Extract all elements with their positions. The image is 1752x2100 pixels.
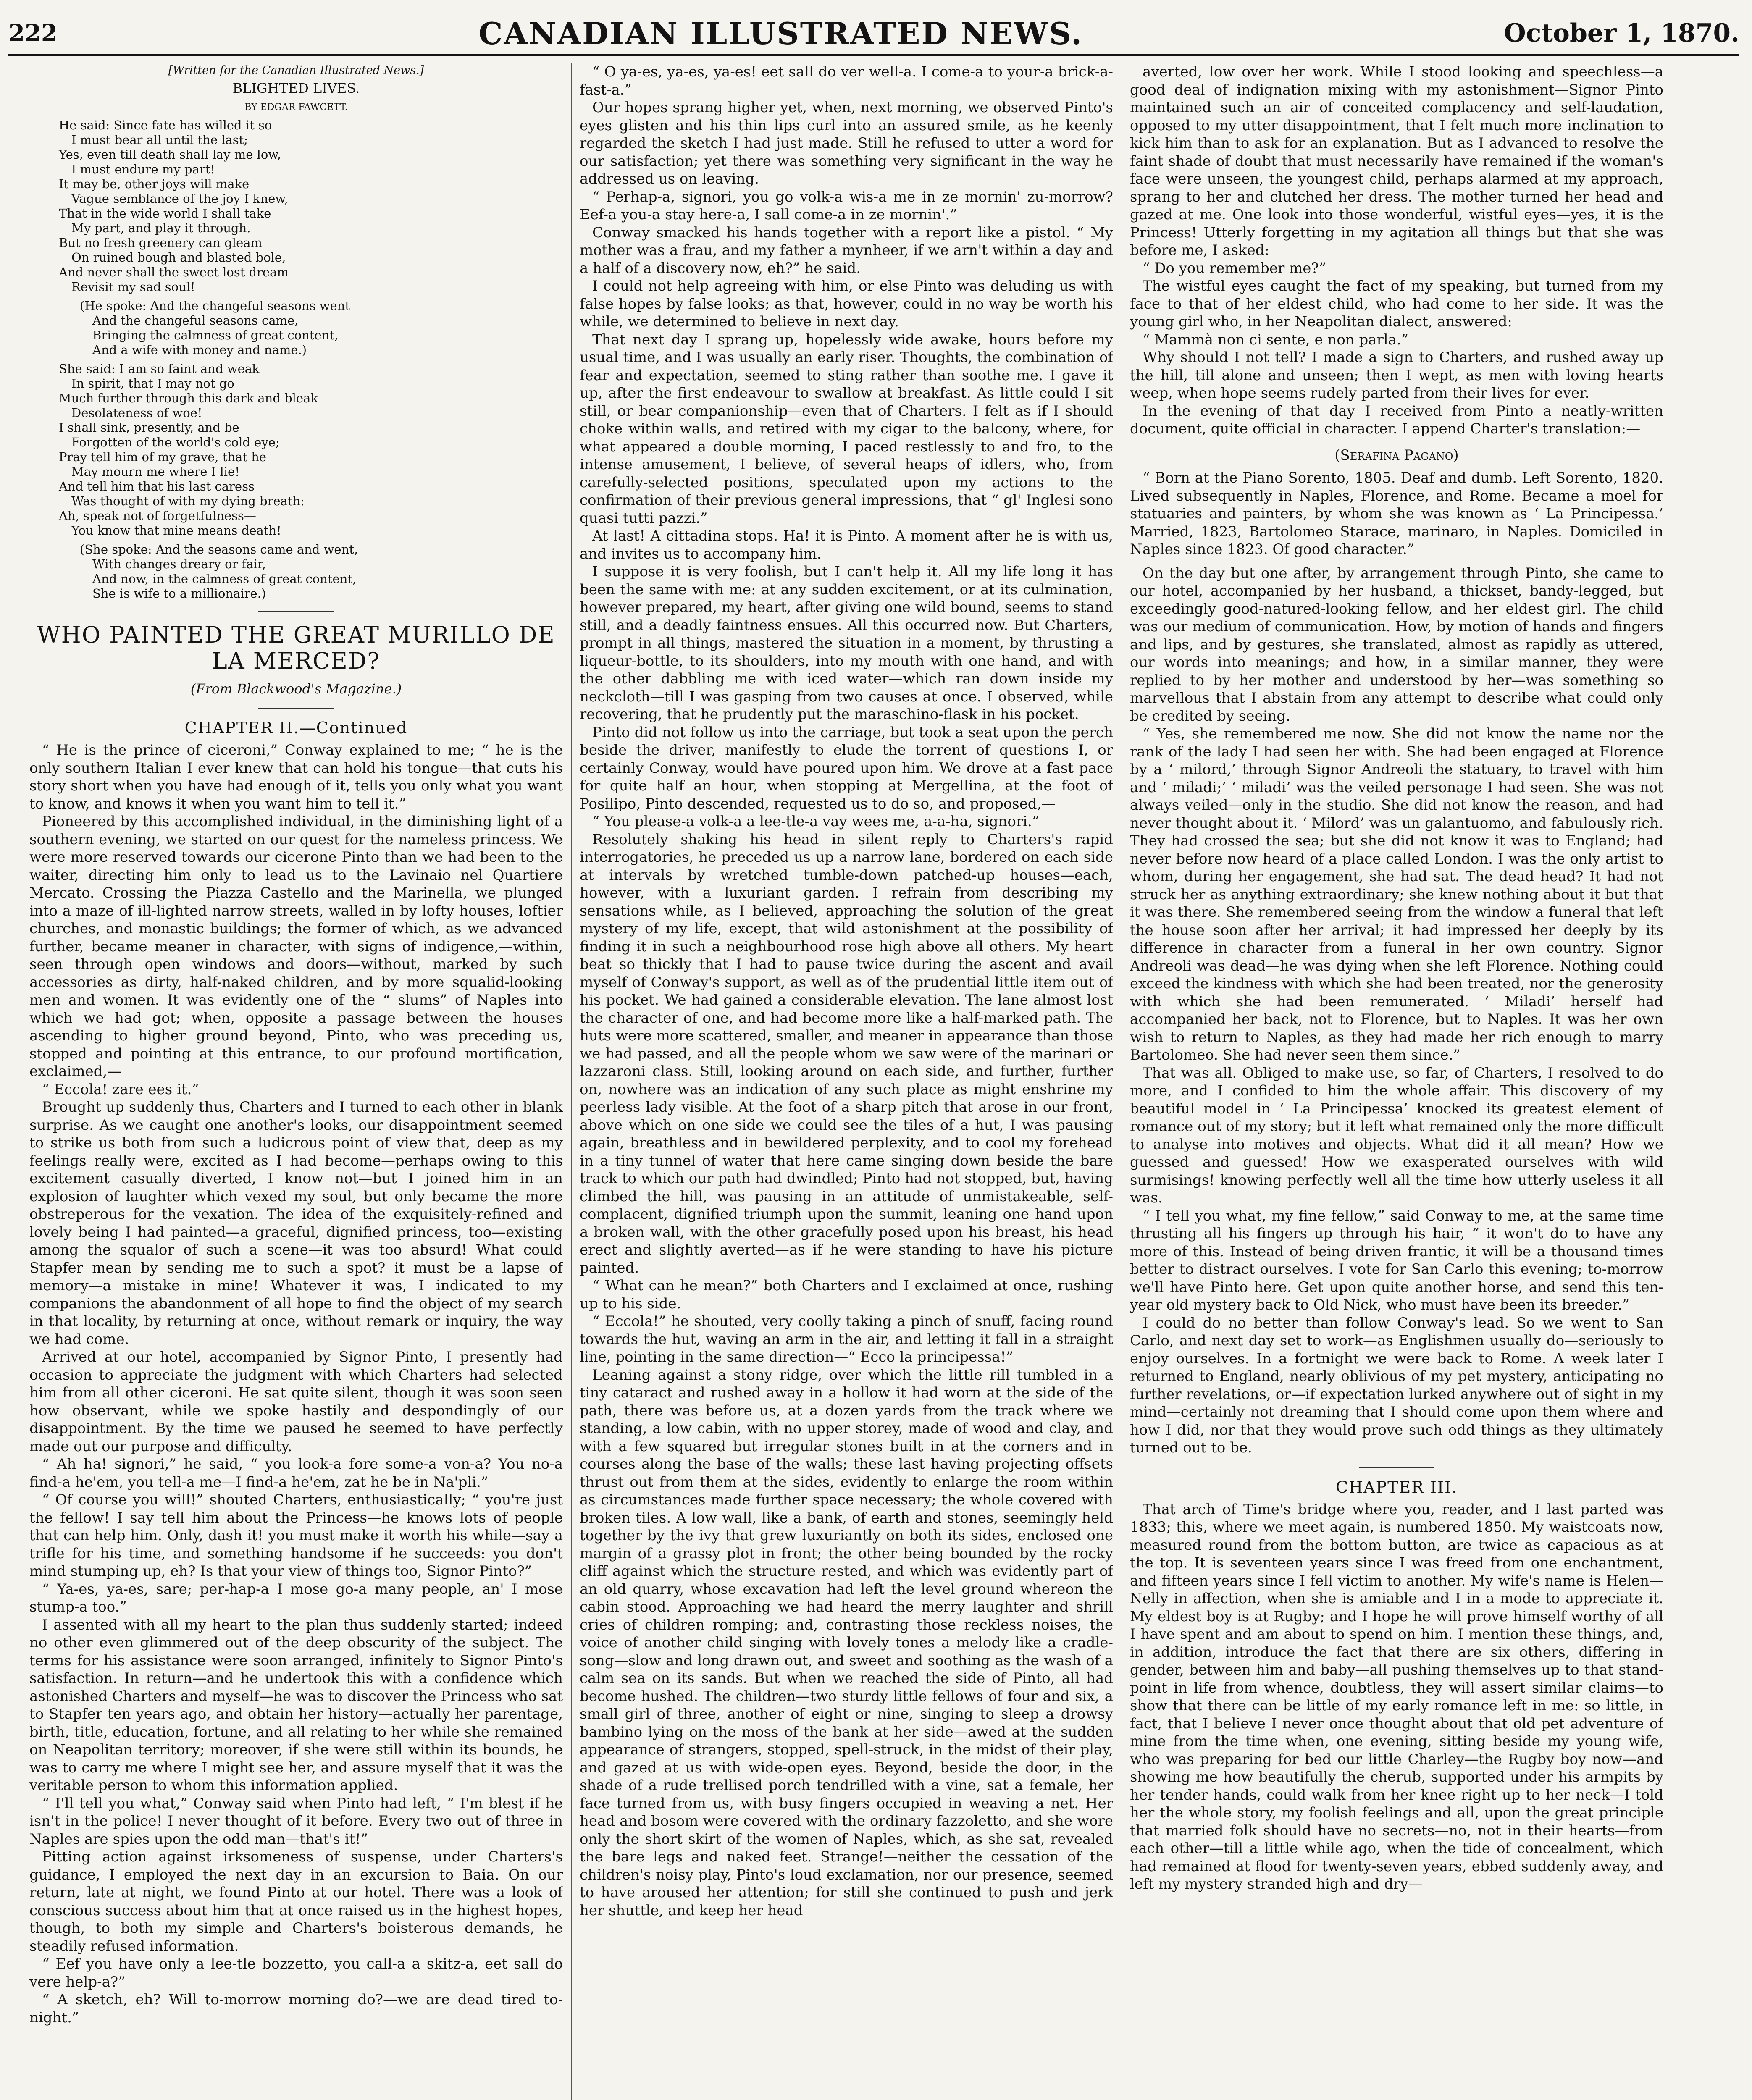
poem-line: (He spoke: And the changeful seasons went xyxy=(80,298,350,313)
masthead xyxy=(8,17,1739,50)
poem-line: Was thought of with my dying breath: xyxy=(71,494,305,508)
column-3 xyxy=(1130,63,1663,2100)
paragraph: Pioneered by this accomplished individual, in the diminishing light of a southern evening, we started on our quest for the nameless princess. We were more reserved towards our cicerone Pinto than we had been to the waiter, directing him only to lead us to the Lavinaio nel Quartiere Mercato. Crossing the Piazza Castello and the Marinella, we plunged into a maze of ill-lighted narrow streets, walled in by lofty houses, loftier churches, and monastic buildings; the former of which, as we advanced further, became meaner in character, with signs of indigence,—within, seen through open windows and doors—without, marked by such accessories as dirty, half-naked children, and by more squalid-looking men and women. It was evidently one of the “ slums” of Naples into which we had got; when, opposite a passage between the houses ascending to higher ground beyond, Pinto, who was preceding us, stopped and pointing at this entrance, to our profound mortification, exclaimed,— xyxy=(29,813,563,1080)
poem-line: With changes dreary or fair, xyxy=(92,556,266,571)
document-title: (Serafina Pagano) xyxy=(1334,446,1459,464)
article-source: (From Blackwood's Magazine.) xyxy=(190,680,402,697)
poem-line: (She spoke: And the seasons came and went, xyxy=(80,542,358,556)
paragraph: “ Ya-es, ya-es, sare; per-hap-a I mose go-a many people, an' I mose stump-a too.” xyxy=(29,1580,563,1615)
paragraph: averted, low over her work. While I stood looking and speechless—a good deal of indignation mixing with my astonishment—Signor Pinto maintained such an air of conceited complacency and self-laudation, opposed to my utter disappointment, that I felt much more inclination to kick him than to ask for an explanation. But as I advanced to resolve the faint shade of doubt that must necessarily have remained if the woman's face were unseen, the youngest child, perhaps alarmed at my approach, sprang to her and clutched her dress. The mother turned her head and gazed at me. One look into those wonderful, wistful eyes—yes, it is the Princess! Utterly forgetting in my agitation all things but that she was before me, I asked: xyxy=(1130,63,1663,259)
paragraph: Resolutely shaking his head in silent reply to Charters's rapid interrogatories, he preceded us up a narrow lane, bordered on each side at intervals by wretched tumble-down patched-up houses—each, however, with a luxuriant garden. I refrain from describing my sensations while, as I believed, approaching the solution of the great mystery of my life, except, that wild astonishment at the possibility of finding it in such a neighbourhood rose high above all others. My heart beat so thickly that I had to pause twice during the ascent and avail myself of Conway's support, as well as of the prudential little item out of his pocket. We had gained a considerable elevation. The lane almost lost the character of one, and had become more like a half-marked path. The huts were more scattered, smaller, and meaner in appearance than those we had passed, and all the people whom we saw were of the marinari or lazzaroni class. Still, looking around on each side, and further, further on, nowhere was an indication of any such place as might enshrine my peerless lady visible. At the foot of a sharp pitch that arose in our front, above which on one side we could see the tiles of a hut, I was pausing again, breathless and in bewildered perplexity, and to cool my forehead in a tiny tunnel of water that here came singing down beside the bare track to which our path had dwindled; Pinto had not stopped, but, having climbed the hill, was pausing in an attitude of unmistakeable, self-complacent, dignified triumph upon the summit, leaning one hand upon a broken wall, with the other gracefully posed upon his breast, his head erect and slightly averted—as if he were standing to have his picture painted. xyxy=(580,831,1113,1276)
paragraph: “ Do you remember me?” xyxy=(1143,260,1326,277)
poem-line: I must endure my part! xyxy=(71,162,215,176)
masthead-rule xyxy=(8,54,1739,56)
poem-line: That in the wide world I shall take xyxy=(59,206,271,220)
paragraph: “ A sketch, eh? Will to-morrow morning do?—we are dead tired to-night.” xyxy=(29,1991,563,2026)
poem-line: Forgotten of the world's cold eye; xyxy=(71,435,280,449)
poem-byline: BY EDGAR FAWCETT. xyxy=(244,102,348,113)
poem-line: But no fresh greenery can gleam xyxy=(59,235,263,250)
poem-line: And now, in the calmness of great content, xyxy=(92,571,357,586)
paragraph: “ Eccola!” he shouted, very coolly taking a pinch of snuff, facing round towards the hut, waving an arm in the air, and letting it fall in a straight line, pointing in the same direction—“ Ecco la principessa!” xyxy=(580,1313,1113,1365)
poem-line: May mourn me where I lie! xyxy=(71,464,240,479)
paragraph: “ You please-a volk-a a lee-tle-a vay wees me, a-a-ha, signori.” xyxy=(592,813,1040,830)
column-3-body xyxy=(1130,63,1663,438)
poem-line: Revisit my sad soul! xyxy=(71,279,195,294)
issue-date: October 1, 1870. xyxy=(1504,18,1739,48)
column-1-body xyxy=(29,741,563,2026)
paragraph: I assented with all my heart to the plan thus suddenly started; indeed no other even glimmered out of the deep obscurity of the subject. The terms for his assistance were soon arranged, infinitely to Signor Pinto's satisfaction. In return—and he undertook this with a confidence which astonished Charters and myself—he was to discover the Princess who sat to Stapfer ten years ago, and obtain her history—actually her parentage, birth, title, education, fortune, and all relating to her while she remained on Neapolitan territory; moreover, if she were still within its bounds, he was to carry me where I might see her, and assure myself that it was the veritable person to whom this information applied. xyxy=(29,1616,563,1794)
paragraph: “ Mammà non ci sente, e non parla.” xyxy=(1143,331,1409,348)
page-number: 222 xyxy=(8,19,58,47)
paragraph: “ Eccola! zare ees it.” xyxy=(42,1081,199,1098)
poem-line: My part, and play it through. xyxy=(71,220,251,235)
poem-line: You know that mine means death! xyxy=(71,523,281,538)
poem-line: On ruined bough and blasted bole, xyxy=(71,250,286,265)
poem-aside-2 xyxy=(29,542,563,601)
poem-line: Ah, speak not of forgetfulness— xyxy=(59,508,256,523)
paragraph: I suppose it is very foolish, but I can't help it. All my life long it has been the same with me: at any sudden excitement, or at its culmination, however prepared, my heart, after giving one wild bound, seems to stand still, and a deadly faintness ensues. All this occurred now. But Charters, prompt in all things, mastered the situation in a moment, by thrusting a liqueur-bottle, to its shoulders, into my mouth with one hand, and with the other dabbling me with iced water—which ran down inside my neckcloth—till I was gasping from two causes at once. I observed, while recovering, that he prudently put the maraschino-flask in his pocket. xyxy=(580,563,1113,723)
poem-line: She said: I am so faint and weak xyxy=(59,361,260,376)
paragraph: Conway smacked his hands together with a report like a pistol. “ My mother was a frau, and my father a mynheer, if we arn't within a day and a half of a discovery now, eh?” he said. xyxy=(580,224,1113,277)
poem-line: Yes, even till death shall lay me low, xyxy=(59,147,281,162)
column-divider xyxy=(571,63,572,2100)
chapter-heading: CHAPTER II.—Continued xyxy=(184,719,408,737)
poem-line: Vague semblance of the joy I knew, xyxy=(71,191,289,206)
publication-title: CANADIAN ILLUSTRATED NEWS. xyxy=(478,15,1083,51)
paragraph: Brought up suddenly thus, Charters and I turned to each other in blank surprise. As we caught one another's looks, our disappointment seemed to strike us both from such a ludicrous point of view that, deep as my feelings really were, excited as I had become—perhaps owing to this excitement casually diverted, I know not—but I joined him in an explosion of laughter which vexed my soul, but only became the more obstreperous for the vexation. The idea of the exquisitely-refined and lovely being I had painted—a graceful, dignified princess, too—existing among the squalor of such a scene—it was too absurd! What could Stapfer mean by sending me to such a spot? it must be a lapse of memory—a mistake in mine! Whatever it was, I indicated to my companions the abandonment of all hope to find the object of my search in that locality, by returning at once, without remark or inquiry, the way we had come. xyxy=(29,1099,563,1348)
paragraph: “ He is the prince of ciceroni,” Conway explained to me; “ he is the only southern Italian I ever knew that can hold his tongue—that cuts his story short when you have had enough of it, tells you only what you want to know, and knows it when you want him to tell it.” xyxy=(29,742,563,812)
paragraph: On the day but one after, by arrangement through Pinto, she came to our hotel, accompanied by her husband, a thickset, bandy-legged, but exceedingly good-natured-looking fellow, and her eldest girl. The child was our medium of communication. How, by motion of hands and fingers and lips, and by gestures, she translated, almost as rapidly as uttered, our words into meanings; and how, in a similar manner, they were replied to by her mother and understood by her—was something so marvellous that I abstain from any attempt to describe what could only be credited by seeing. xyxy=(1130,564,1663,724)
poem-line: And never shall the sweet lost dream xyxy=(59,265,289,279)
paragraph: Arrived at our hotel, accompanied by Signor Pinto, I presently had occasion to appreciate the judgment with which Charters had selected him from all other ciceroni. He sat quite silent, though it was soon seen how observant, while we spoke hastily and despondingly of our disappointment. By the time we paused he seemed to have perfectly made out our purpose and difficulty. xyxy=(29,1349,563,1455)
poem-line: And the changeful seasons came, xyxy=(92,313,299,328)
poem-line: Pray tell him of my grave, that he xyxy=(59,449,267,464)
paragraph: “ I'll tell you what,” Conway said when Pinto had left, “ I'm blest if he isn't in the police! I never thought of it before. Every two out of three in Naples are spies upon the odd man—that's it!” xyxy=(29,1795,563,1848)
article-title: WHO PAINTED THE GREAT MURILLO DE LA MERCED? xyxy=(37,621,555,674)
poem-title: BLIGHTED LIVES. xyxy=(232,80,360,96)
separator xyxy=(258,708,334,709)
poem-line: And tell him that his last caress xyxy=(59,479,255,494)
document-body: “ Born at the Piano Sorento, 1805. Deaf and dumb. Left Sorento, 1820. Lived subsequently in Naples, Florence, and Rome. Became a moel for statuaries and painters, by whom she was known as ‘ La Principessa.’ Married, 1823, Bartolomeo Starace, marinaro, in Naples. Domiciled in Naples since 1823. Of good character.” xyxy=(1130,470,1663,558)
column-3-continued xyxy=(1130,564,1663,1457)
separator xyxy=(1359,1467,1434,1468)
poem-line: And a wife with money and name.) xyxy=(92,342,307,357)
poem-line: Bringing the calmness of great content, xyxy=(92,328,339,342)
column-2-body xyxy=(580,63,1113,1919)
poem-line: In spirit, that I may not go xyxy=(71,376,234,391)
paragraph: That was all. Obliged to make use, so far, of Charters, I resolved to do more, and I confided to him the whole affair. This discovery of my beautiful model in ‘ La Principessa’ knocked its greatest element of romance out of my story; but it left what remained only the more difficult to analyse into motives and objects. What did it all mean? How we guessed and guessed! How we exasperated ourselves with wild surmisings! knowing perfectly well all the time how utterly useless it all was. xyxy=(1130,1064,1663,1206)
poem-line: She is wife to a millionaire.) xyxy=(92,586,266,601)
poem-line: It may be, other joys will make xyxy=(59,176,250,191)
poem-line: I must bear all until the last; xyxy=(71,132,248,147)
paragraph: Pinto did not follow us into the carriage, but took a seat upon the perch beside the driver, manifestly to elude the torrent of questions I, or certainly Conway, would have poured upon him. We drove at a fast pace for quite half an hour, when stopping at Mergellina, at the foot of Posilipo, Pinto descended, requested us to do so, and proposed,— xyxy=(580,724,1113,812)
paragraph: “ I tell you what, my fine fellow,” said Conway to me, at the same time thrusting all his fingers up through his hair, “ it won't do to have any more of this. Instead of being driven frantic, it will be a thousand times better to distract ourselves. I vote for San Carlo this evening; to-morrow we'll have Pinto here. Get upon quite another horse, and send this ten-year old mystery back to Old Nick, who must have been its breeder.” xyxy=(1130,1207,1663,1313)
paragraph: In the evening of that day I received from Pinto a neatly-written document, quite official in character. I append Charter's translation:— xyxy=(1130,402,1663,437)
paragraph: “ Of course you will!” shouted Charters, enthusiastically; “ you're just the fellow! I say tell him about the Princess—he knows lots of people that can help him. Only, dash it! you must make it worth his while—say a trifle for his time, and something handsome if he succeeds: you don't mind stumping up, eh? Is that your view of things too, Signor Pinto?” xyxy=(29,1491,563,1580)
poem-line: Desolateness of woe! xyxy=(71,405,202,420)
paragraph: Leaning against a stony ridge, over which the little rill tumbled in a tiny cataract and rushed away in a hollow it had worn at the side of the path, there was before us, at a dozen yards from the track where we standing, a low cabin, with no upper storey, made of wood and clay, and with a few squared but irregular stones built in at the corners and in courses along the base of the walls; these last having projecting offsets thrust out from them at the sides, evidently to enlarge the room within as circumstances made further space necessary; the whole covered with broken tiles. A low wall, like a bank, of earth and stones, seemingly held together by the ivy that grew luxuriantly on both its sides, enclosed one margin of a grassy plot in front; the other being bounded by the rocky cliff against which the structure rested, and which was evidently part of an old quarry, whose excavation had left the level ground whereon the cabin stood. Approaching we had heard the merry laughter and shrill cries of children romping; and, contrasting those reckless noises, the voice of another child singing with lovely tones a melody like a cradle-song—slow and long drawn out, and sweet and soothing as the wash of a calm sea on its sands. But when we reached the side of Pinto, all had become hushed. The children—two sturdy little fellows of four and six, a small girl of three, another of eight or nine, singing to sleep a drowsy bambino lying on the moss of the bank at her side—awed at the sudden appearance of strangers, stopped, spell-struck, in the midst of their play, and gazed at us with wide-open eyes. Beyond, beside the door, in the shade of a rude trellised porch tendrilled with a vine, sat a female, her face turned from us, with busy fingers occupied in weaving a net. Her head and bosom were covered with the ordinary fazzoletto, and she wore only the short skirt of the women of Naples, which, as she sat, revealed the bare legs and naked feet. Strange!—neither the cessation of the children's noisy play, Pinto's loud exclamation, nor our presence, seemed to have aroused her attention; for still she continued to push and jerk her shuttle, and keep her head xyxy=(580,1366,1113,1919)
separator xyxy=(258,611,334,612)
paragraph: “ O ya-es, ya-es, ya-es! eet sall do ver well-a. I come-a to your-a brick-a-fast-a.” xyxy=(580,63,1113,98)
poem-note: [Written for the Canadian Illustrated News.] xyxy=(168,64,424,77)
paragraph: The wistful eyes caught the fact of my speaking, but turned from my face to that of her eldest child, who had come to her side. It was the young girl who, in her Neapolitan dialect, answered: xyxy=(1130,278,1663,330)
column-1 xyxy=(29,63,563,2100)
paragraph: That arch of Time's bridge where you, reader, and I last parted was 1833; this, where we meet again, is numbered 1850. My waistcoats now, measured round from the bottom button, are twice as capacious as at the top. It is seventeen years since I was freed from one enchantment, and fifteen years since I fell victim to another. My wife's name is Helen—Nelly in affection, when she is amiable and I in a mode to appreciate it. My eldest boy is at Rugby; and I hope he will prove himself worthy of all I have spent and am about to spend on him. I mention these things, and, in addition, introduce the fact that there are six others, differing in gender, between him and baby—all pushing themselves up to that stand-point in life from whence, doubtless, they will assert similar claims—to show that there can be little of my early romance left in me: so little, in fact, that I believe I never once thought about that old pet adventure of mine from the time when, one evening, sitting beside my young wife, who was preparing for bed our little Charley—the Rugby boy now—and showing me how beautifully the cherub, supported under his armpits by her tender hands, could walk from her knee right up to her neck—I told her the whole story, my foolish feelings and all, upon the great principle that married folk should have no secrets—no, not in their hearts—from each other—till a little while ago, when the tide of concealment, which had remained at flood for twenty-seven years, ebbed suddenly away, and left my mystery stranded high and dry— xyxy=(1130,1501,1663,1893)
poem-line: I shall sink, presently, and be xyxy=(59,420,239,435)
paragraph: Our hopes sprang higher yet, when, next morning, we observed Pinto's eyes glisten and his thin lips curl into an assured smile, as he keenly regarded the sketch I had just made. Still he refused to utter a word for our satisfaction; yet there was something very significant in the way he addressed us on leaving. xyxy=(580,99,1113,187)
paragraph: Pitting action against irksomeness of suspense, under Charters's guidance, I employed the next day in an excursion to Baia. On our return, late at night, we found Pinto at our hotel. There was a look of conscious success about him that at once raised us in the highest hopes, though, to both my simple and Charters's boisterous demands, he steadily refused information. xyxy=(29,1848,563,1955)
poem-line: He said: Since fate has willed it so xyxy=(59,118,272,132)
paragraph: I could do no better than follow Conway's lead. So we went to San Carlo, and next day set to work—as Englishmen usually do—seriously to enjoy ourselves. In a fortnight we were back to Rome. A week later I returned to England, nearly oblivious of my pet mystery, anticipating no further revelations, or—if expectation lurked anywhere out of sight in my mind—certainly not dreaming that I should come upon them where and how I did, nor that they would prove such odd things as they ultimately turned out to be. xyxy=(1130,1314,1663,1456)
chapter-3-heading: CHAPTER III. xyxy=(1335,1478,1458,1496)
poem-stanza-2 xyxy=(29,362,563,538)
paragraph: “ Perhap-a, signori, you go volk-a wis-a me in ze mornin' zu-morrow? Eef-a you-a stay here-a, I sall come-a in ze mornin'.” xyxy=(580,188,1113,223)
column-3-chapter-3-body xyxy=(1130,1501,1663,1893)
paragraph: “ Eef you have only a lee-tle bozzetto, you call-a a skitz-a, eet sall do vere help-a?” xyxy=(29,1956,563,1990)
paragraph: Why should I not tell? I made a sign to Charters, and rushed away up the hill, till alone and unseen; then I wept, as men with loving hearts weep, when hope seems rudely parted from their lives for ever. xyxy=(1130,349,1663,402)
paragraph: That next day I sprang up, hopelessly wide awake, hours before my usual time, and I was usually an early riser. Thoughts, the combination of fear and expectation, seemed to sting rather than soothe me. I gave it up, after the first endeavour to swallow at breakfast. As little could I sit still, or bear companionship—even that of Charters. I felt as if I should choke within walls, and retired with my cigar to the balcony, where, for what appeared a double morning, I paced restlessly to and fro, to the intense amusement, I believe, of several heaps of idlers, who, from carefully-selected positions, speculated upon my actions to the confirmation of their previous general impressions, that “ gl' Inglesi sono quasi tutti pazzi.” xyxy=(580,331,1113,527)
column-2 xyxy=(580,63,1113,2100)
paragraph: “ What can he mean?” both Charters and I exclaimed at once, rushing up to his side. xyxy=(580,1277,1113,1312)
poem-stanza-1 xyxy=(29,118,563,294)
paragraph: At last! A cittadina stops. Ha! it is Pinto. A moment after he is with us, and invites us to accompany him. xyxy=(580,528,1113,562)
paragraph: “ Ah ha! signori,” he said, “ you look-a fore some-a von-a? You no-a find-a he'em, you tell-a me—I find-a he'em, zat he be in Na'pli.” xyxy=(29,1456,563,1491)
poem-line: Much further through this dark and bleak xyxy=(59,391,318,405)
paragraph: “ Yes, she remembered me now. She did not know the name nor the rank of the lady I had seen her with. She had been engaged at Florence by a ‘ milord,’ through Signor Andreoli the statuary, to travel with him and ‘ miladi;’ ‘ miladi’ was the veiled personage I had seen. She was not always veiled—only in the studio. She did not know the reason, and had never thought about it. ‘ Milord’ was un galantuomo, and fabulously rich. They had crossed the sea; but she did not know it was to England; had never before now heard of a place called London. I was the only artist to whom, during her engagement, she had sat. The dead head? It had not struck her as anything extraordinary; she knew nothing about it but that it was there. She remembered seeing from the window a funeral that left the house soon after her arrival; it had impressed her deeply by its difference in character from a funeral in her own country. Signor Andreoli was dead—he was dying when she left Florence. Nothing could exceed the kindness with which she had been treated, nor the generosity with which she had been remunerated. ‘ Miladi’ herself had accompanied her back, not to Florence, but to Naples. It was her own wish to return to Naples, as they had made her rich enough to marry Bartolomeo. She had never seen them since.” xyxy=(1130,725,1663,1063)
paragraph: I could not help agreeing with him, or else Pinto was deluding us with false hopes by false looks; as that, however, could in no way be worth his while, we determined to believe in next day. xyxy=(580,278,1113,330)
poem-aside-1 xyxy=(29,299,563,357)
